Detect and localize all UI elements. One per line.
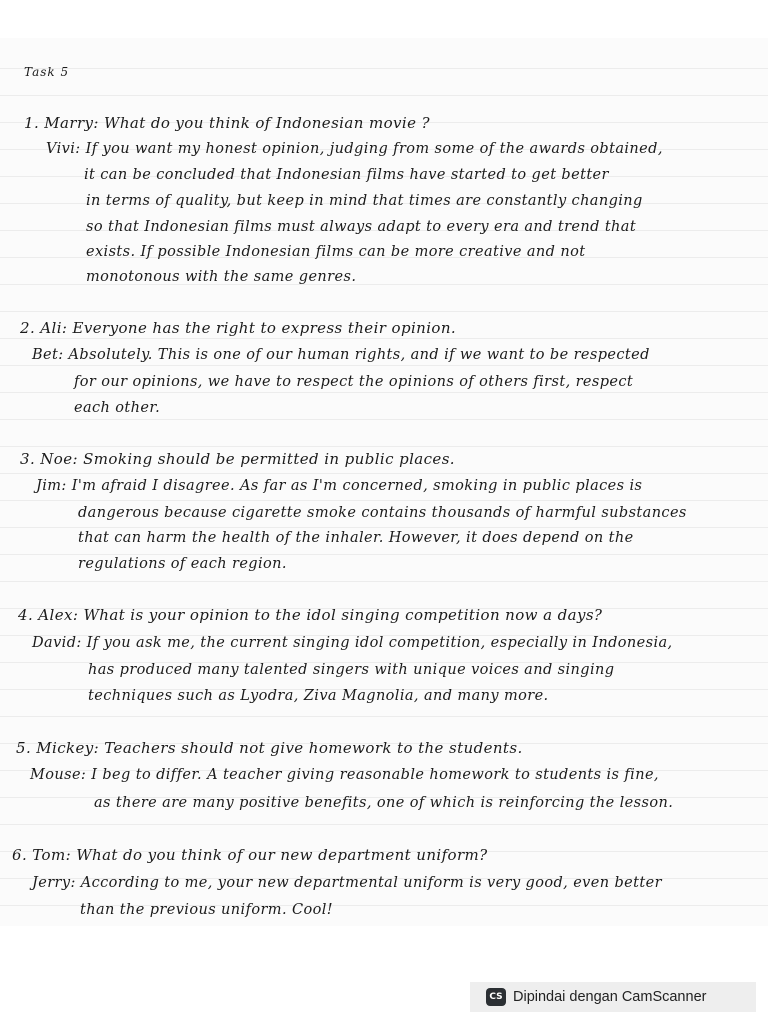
item-4-question: 4. Alex: What is your opinion to the idol singing competition now a days? [18, 606, 603, 624]
item-1-answer-line: Vivi: If you want my honest opinion, judging from some of the awards obtained, [46, 141, 663, 157]
item-6-question: 6. Tom: What do you think of our new department uniform? [12, 846, 488, 864]
item-3-answer-line: dangerous because cigarette smoke contains thousands of harmful substances [78, 505, 687, 521]
item-1-answer-line: monotonous with the same genres. [86, 269, 357, 285]
item-1-answer-line: so that Indonesian films must always adapt to every era and trend that [86, 219, 637, 235]
item-2-answer-line: Bet: Absolutely. This is one of our human rights, and if we want to be respected [32, 347, 650, 363]
item-3-answer-line: that can harm the health of the inhaler. However, it does depend on the [78, 530, 634, 546]
camscanner-watermark [470, 982, 756, 1012]
item-3-question: 3. Noe: Smoking should be permitted in public places. [20, 450, 455, 468]
item-1-answer-line: it can be concluded that Indonesian films have started to get better [84, 167, 609, 183]
item-5-question: 5. Mickey: Teachers should not give homework to the students. [16, 739, 523, 757]
item-4-answer-line: David: If you ask me, the current singing idol competition, especially in Indonesia, [32, 635, 673, 651]
item-1-question: 1. Marry: What do you think of Indonesian movie ? [24, 114, 430, 132]
item-6-answer-line: than the previous uniform. Cool! [80, 902, 333, 918]
task-title: Task 5 [24, 65, 70, 79]
item-6-answer-line: Jerry: According to me, your new departmental uniform is very good, even better [32, 875, 662, 891]
watermark-text: Dipindai dengan CamScanner [513, 989, 707, 1005]
item-3-answer-line: Jim: I'm afraid I disagree. As far as I'm concerned, smoking in public places is [36, 478, 643, 494]
item-4-answer-line: techniques such as Lyodra, Ziva Magnolia, and many more. [88, 688, 549, 704]
item-2-answer-line: for our opinions, we have to respect the opinions of others first, respect [74, 374, 634, 390]
camscanner-logo-icon: CS [486, 988, 506, 1006]
item-4-answer-line: has produced many talented singers with unique voices and singing [88, 662, 615, 678]
item-1-answer-line: exists. If possible Indonesian films can be more creative and not [86, 244, 586, 260]
item-2-answer-line: each other. [74, 400, 161, 416]
item-5-answer-line: as there are many positive benefits, one of which is reinforcing the lesson. [94, 795, 674, 811]
item-5-answer-line: Mouse: I beg to differ. A teacher giving reasonable homework to students is fine, [30, 767, 659, 783]
item-2-question: 2. Ali: Everyone has the right to express their opinion. [20, 319, 457, 337]
item-1-answer-line: in terms of quality, but keep in mind that times are constantly changing [86, 193, 643, 209]
item-3-answer-line: regulations of each region. [78, 556, 287, 572]
